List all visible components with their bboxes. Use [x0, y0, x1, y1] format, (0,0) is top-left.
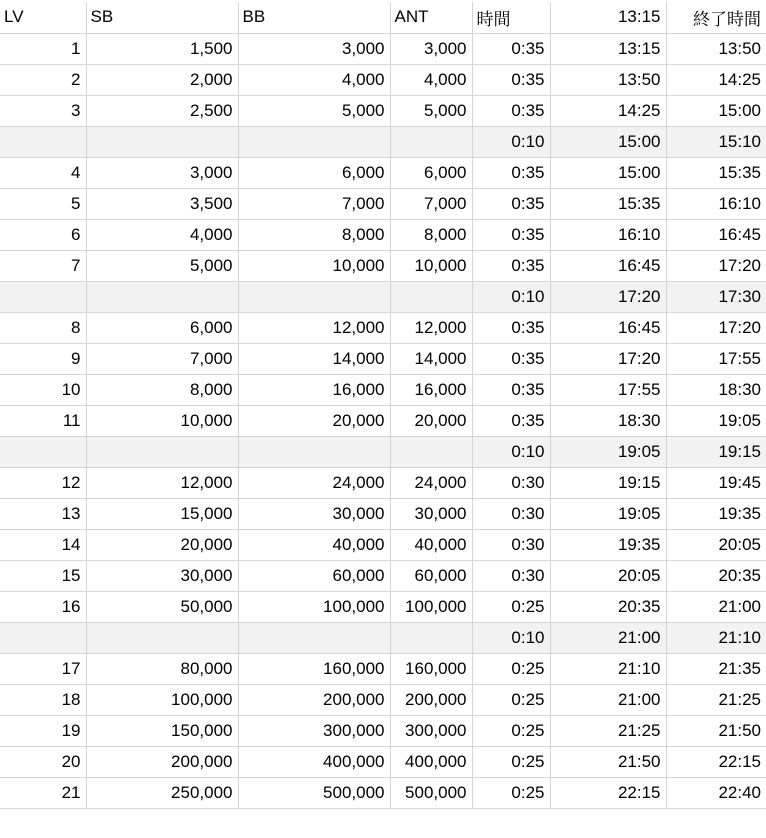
cell-sb[interactable]: 7,000	[86, 343, 238, 374]
cell-bb[interactable]: 3,000	[238, 33, 390, 64]
cell-start[interactable]: 17:20	[550, 343, 666, 374]
level-row	[0, 374, 766, 405]
cell-lv[interactable]	[0, 622, 86, 653]
cell-lv[interactable]	[0, 126, 86, 157]
cell-end[interactable]: 17:55	[666, 343, 766, 374]
cell-lv[interactable]: 7	[0, 250, 86, 281]
header-cell-lv[interactable]: LV	[0, 2, 86, 33]
cell-bb[interactable]: 8,000	[238, 219, 390, 250]
cell-sb[interactable]: 3,500	[86, 188, 238, 219]
level-row	[0, 684, 766, 715]
cell-bb[interactable]: 10,000	[238, 250, 390, 281]
header-cell-ant[interactable]: ANT	[390, 2, 472, 33]
cell-ant[interactable]: 160,000	[390, 653, 472, 684]
cell-end[interactable]: 19:15	[666, 436, 766, 467]
cell-sb[interactable]: 20,000	[86, 529, 238, 560]
cell-bb[interactable]: 6,000	[238, 157, 390, 188]
cell-time[interactable]: 0:25	[472, 684, 550, 715]
cell-lv[interactable]: 12	[0, 467, 86, 498]
cell-ant[interactable]: 20,000	[390, 405, 472, 436]
cell-end[interactable]: 22:40	[666, 777, 766, 808]
level-row	[0, 777, 766, 808]
level-row	[0, 653, 766, 684]
cell-bb[interactable]	[238, 622, 390, 653]
cell-lv[interactable]: 19	[0, 715, 86, 746]
cell-lv[interactable]: 8	[0, 312, 86, 343]
level-row	[0, 498, 766, 529]
cell-time[interactable]: 0:30	[472, 498, 550, 529]
cell-end[interactable]: 19:35	[666, 498, 766, 529]
cell-sb[interactable]: 1,500	[86, 33, 238, 64]
cell-ant[interactable]: 3,000	[390, 33, 472, 64]
cell-end[interactable]: 16:45	[666, 219, 766, 250]
cell-time[interactable]: 0:35	[472, 64, 550, 95]
cell-ant[interactable]: 30,000	[390, 498, 472, 529]
cell-time[interactable]: 0:25	[472, 591, 550, 622]
cell-sb[interactable]: 8,000	[86, 374, 238, 405]
cell-start[interactable]: 15:00	[550, 157, 666, 188]
cell-time[interactable]: 0:25	[472, 777, 550, 808]
cell-bb[interactable]: 24,000	[238, 467, 390, 498]
cell-end[interactable]: 19:45	[666, 467, 766, 498]
cell-lv[interactable]: 16	[0, 591, 86, 622]
level-row	[0, 157, 766, 188]
cell-bb[interactable]	[238, 126, 390, 157]
cell-lv[interactable]: 20	[0, 746, 86, 777]
cell-time[interactable]: 0:35	[472, 374, 550, 405]
cell-bb[interactable]: 200,000	[238, 684, 390, 715]
level-row	[0, 95, 766, 126]
cell-end[interactable]: 18:30	[666, 374, 766, 405]
header-cell-end[interactable]: 終了時間	[666, 2, 766, 33]
cell-start[interactable]: 20:35	[550, 591, 666, 622]
cell-bb[interactable]: 4,000	[238, 64, 390, 95]
cell-ant[interactable]	[390, 126, 472, 157]
cell-ant[interactable]: 400,000	[390, 746, 472, 777]
cell-bb[interactable]: 30,000	[238, 498, 390, 529]
cell-time[interactable]: 0:35	[472, 95, 550, 126]
cell-lv[interactable]: 15	[0, 560, 86, 591]
cell-ant[interactable]: 12,000	[390, 312, 472, 343]
cell-end[interactable]: 21:35	[666, 653, 766, 684]
cell-ant[interactable]: 6,000	[390, 157, 472, 188]
level-row	[0, 591, 766, 622]
cell-time[interactable]: 0:10	[472, 622, 550, 653]
cell-time[interactable]: 0:35	[472, 188, 550, 219]
level-row	[0, 33, 766, 64]
cell-sb[interactable]: 15,000	[86, 498, 238, 529]
cell-time[interactable]: 0:30	[472, 560, 550, 591]
level-row	[0, 467, 766, 498]
cell-sb[interactable]: 5,000	[86, 250, 238, 281]
cell-sb[interactable]: 10,000	[86, 405, 238, 436]
cell-lv[interactable]: 5	[0, 188, 86, 219]
cell-sb[interactable]: 2,000	[86, 64, 238, 95]
level-row	[0, 188, 766, 219]
cell-ant[interactable]: 60,000	[390, 560, 472, 591]
cell-lv[interactable]: 10	[0, 374, 86, 405]
cell-lv[interactable]: 4	[0, 157, 86, 188]
cell-lv[interactable]: 3	[0, 95, 86, 126]
cell-end[interactable]: 16:10	[666, 188, 766, 219]
level-row	[0, 219, 766, 250]
cell-bb[interactable]: 40,000	[238, 529, 390, 560]
cell-time[interactable]: 0:25	[472, 653, 550, 684]
break-row	[0, 126, 766, 157]
cell-end[interactable]: 15:35	[666, 157, 766, 188]
cell-lv[interactable]: 17	[0, 653, 86, 684]
cell-sb[interactable]: 12,000	[86, 467, 238, 498]
cell-ant[interactable]: 24,000	[390, 467, 472, 498]
cell-end[interactable]: 22:15	[666, 746, 766, 777]
cell-time[interactable]: 0:35	[472, 219, 550, 250]
cell-lv[interactable]	[0, 436, 86, 467]
cell-start[interactable]: 16:45	[550, 250, 666, 281]
cell-sb[interactable]: 3,000	[86, 157, 238, 188]
cell-bb[interactable]: 5,000	[238, 95, 390, 126]
cell-start[interactable]: 21:00	[550, 684, 666, 715]
cell-start[interactable]: 17:20	[550, 281, 666, 312]
cell-bb[interactable]: 20,000	[238, 405, 390, 436]
cell-sb[interactable]: 6,000	[86, 312, 238, 343]
blind-structure-sheet	[0, 2, 766, 809]
cell-start[interactable]: 14:25	[550, 95, 666, 126]
cell-sb[interactable]	[86, 126, 238, 157]
cell-time[interactable]: 0:35	[472, 250, 550, 281]
cell-time[interactable]: 0:30	[472, 467, 550, 498]
cell-sb[interactable]: 50,000	[86, 591, 238, 622]
cell-lv[interactable]	[0, 281, 86, 312]
cell-end[interactable]: 17:20	[666, 250, 766, 281]
cell-sb[interactable]	[86, 622, 238, 653]
cell-bb[interactable]: 12,000	[238, 312, 390, 343]
cell-time[interactable]: 0:10	[472, 436, 550, 467]
cell-time[interactable]: 0:10	[472, 126, 550, 157]
cell-ant[interactable]: 16,000	[390, 374, 472, 405]
cell-lv[interactable]: 14	[0, 529, 86, 560]
level-row	[0, 343, 766, 374]
cell-ant[interactable]: 7,000	[390, 188, 472, 219]
cell-end[interactable]: 15:00	[666, 95, 766, 126]
cell-time[interactable]: 0:25	[472, 715, 550, 746]
cell-sb[interactable]: 2,500	[86, 95, 238, 126]
cell-ant[interactable]	[390, 436, 472, 467]
cell-ant[interactable]: 14,000	[390, 343, 472, 374]
cell-bb[interactable]: 160,000	[238, 653, 390, 684]
level-row	[0, 405, 766, 436]
cell-lv[interactable]: 11	[0, 405, 86, 436]
cell-start[interactable]: 21:50	[550, 746, 666, 777]
cell-lv[interactable]: 9	[0, 343, 86, 374]
cell-end[interactable]: 20:35	[666, 560, 766, 591]
cell-start[interactable]: 13:15	[550, 33, 666, 64]
cell-ant[interactable]	[390, 281, 472, 312]
cell-time[interactable]: 0:25	[472, 746, 550, 777]
cell-end[interactable]: 21:00	[666, 591, 766, 622]
cell-end[interactable]: 19:05	[666, 405, 766, 436]
cell-bb[interactable]: 7,000	[238, 188, 390, 219]
level-row	[0, 312, 766, 343]
cell-end[interactable]: 13:50	[666, 33, 766, 64]
cell-lv[interactable]: 21	[0, 777, 86, 808]
level-row	[0, 250, 766, 281]
cell-time[interactable]: 0:10	[472, 281, 550, 312]
cell-end[interactable]: 21:25	[666, 684, 766, 715]
cell-start[interactable]: 21:00	[550, 622, 666, 653]
cell-sb[interactable]: 250,000	[86, 777, 238, 808]
cell-bb[interactable]	[238, 281, 390, 312]
cell-sb[interactable]: 30,000	[86, 560, 238, 591]
cell-lv[interactable]: 1	[0, 33, 86, 64]
cell-sb[interactable]: 200,000	[86, 746, 238, 777]
cell-start[interactable]: 18:30	[550, 405, 666, 436]
cell-end[interactable]: 14:25	[666, 64, 766, 95]
cell-start[interactable]: 15:35	[550, 188, 666, 219]
header-cell-time[interactable]: 時間	[472, 2, 550, 33]
cell-bb[interactable]	[238, 436, 390, 467]
cell-ant[interactable]: 200,000	[390, 684, 472, 715]
cell-time[interactable]: 0:30	[472, 529, 550, 560]
cell-bb[interactable]: 14,000	[238, 343, 390, 374]
cell-bb[interactable]: 60,000	[238, 560, 390, 591]
cell-bb[interactable]: 16,000	[238, 374, 390, 405]
cell-start[interactable]: 19:35	[550, 529, 666, 560]
cell-ant[interactable]: 4,000	[390, 64, 472, 95]
cell-sb[interactable]: 100,000	[86, 684, 238, 715]
cell-start[interactable]: 19:15	[550, 467, 666, 498]
cell-bb[interactable]: 100,000	[238, 591, 390, 622]
cell-ant[interactable]: 10,000	[390, 250, 472, 281]
cell-lv[interactable]: 13	[0, 498, 86, 529]
level-row	[0, 529, 766, 560]
cell-time[interactable]: 0:35	[472, 33, 550, 64]
break-row	[0, 281, 766, 312]
cell-time[interactable]: 0:35	[472, 405, 550, 436]
cell-start[interactable]: 19:05	[550, 498, 666, 529]
cell-end[interactable]: 20:05	[666, 529, 766, 560]
cell-start[interactable]: 20:05	[550, 560, 666, 591]
cell-end[interactable]: 15:10	[666, 126, 766, 157]
sheet-body	[0, 2, 766, 808]
cell-ant[interactable]: 40,000	[390, 529, 472, 560]
cell-ant[interactable]: 5,000	[390, 95, 472, 126]
cell-ant[interactable]: 8,000	[390, 219, 472, 250]
cell-bb[interactable]: 300,000	[238, 715, 390, 746]
cell-sb[interactable]	[86, 281, 238, 312]
cell-bb[interactable]: 500,000	[238, 777, 390, 808]
cell-end[interactable]: 17:20	[666, 312, 766, 343]
cell-end[interactable]: 17:30	[666, 281, 766, 312]
cell-bb[interactable]: 400,000	[238, 746, 390, 777]
cell-start[interactable]: 21:10	[550, 653, 666, 684]
cell-end[interactable]: 21:50	[666, 715, 766, 746]
cell-time[interactable]: 0:35	[472, 157, 550, 188]
break-row	[0, 622, 766, 653]
cell-start[interactable]: 19:05	[550, 436, 666, 467]
header-cell-sb[interactable]: SB	[86, 2, 238, 33]
cell-lv[interactable]: 18	[0, 684, 86, 715]
cell-start[interactable]: 16:10	[550, 219, 666, 250]
cell-start[interactable]: 21:25	[550, 715, 666, 746]
cell-time[interactable]: 0:35	[472, 343, 550, 374]
cell-sb[interactable]: 80,000	[86, 653, 238, 684]
header-cell-bb[interactable]: BB	[238, 2, 390, 33]
cell-time[interactable]: 0:35	[472, 312, 550, 343]
header-row	[0, 2, 766, 33]
cell-start[interactable]: 16:45	[550, 312, 666, 343]
cell-ant[interactable]: 300,000	[390, 715, 472, 746]
level-row	[0, 746, 766, 777]
cell-ant[interactable]	[390, 622, 472, 653]
cell-sb[interactable]: 4,000	[86, 219, 238, 250]
cell-end[interactable]: 21:10	[666, 622, 766, 653]
cell-lv[interactable]: 2	[0, 64, 86, 95]
header-cell-start[interactable]: 13:15	[550, 2, 666, 33]
cell-start[interactable]: 13:50	[550, 64, 666, 95]
level-row	[0, 715, 766, 746]
cell-ant[interactable]: 500,000	[390, 777, 472, 808]
cell-start[interactable]: 22:15	[550, 777, 666, 808]
cell-sb[interactable]	[86, 436, 238, 467]
cell-ant[interactable]: 100,000	[390, 591, 472, 622]
cell-sb[interactable]: 150,000	[86, 715, 238, 746]
break-row	[0, 436, 766, 467]
cell-start[interactable]: 17:55	[550, 374, 666, 405]
level-row	[0, 560, 766, 591]
level-row	[0, 64, 766, 95]
cell-lv[interactable]: 6	[0, 219, 86, 250]
cell-start[interactable]: 15:00	[550, 126, 666, 157]
